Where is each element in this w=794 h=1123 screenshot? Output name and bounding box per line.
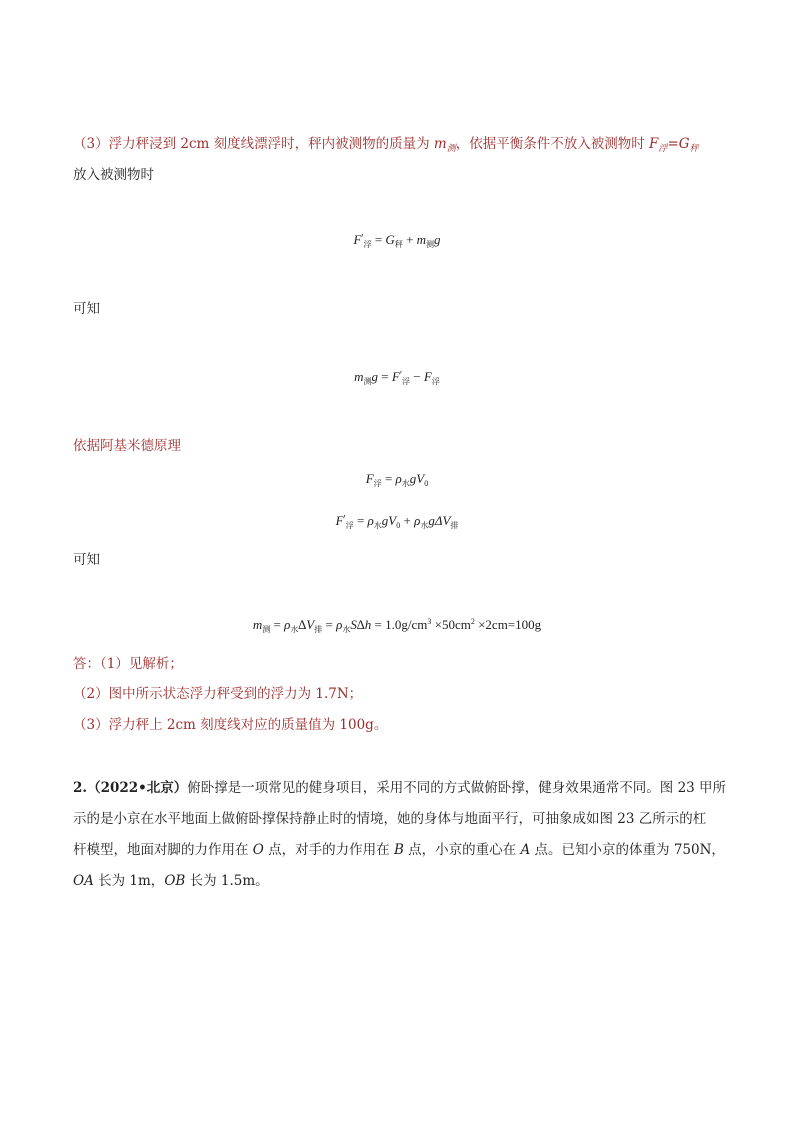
q2-t3c: 点，小京的重心在 (403, 842, 521, 858)
eq4-rho2-sub: 水 (420, 521, 429, 530)
eq1-plus: + (402, 232, 417, 247)
part3-line2: 放入被测物时 (73, 167, 154, 183)
eq3-f-sub: 浮 (373, 479, 382, 488)
eq4-rho1: ρ (367, 513, 374, 528)
eq5-rho1-sub: 水 (290, 625, 299, 634)
q2-t3d: 点。已知小京的体重为 750N， (530, 842, 725, 858)
eq4-plus: + (400, 513, 415, 528)
part3-middle: 依据平衡条件不放入被测物时 (469, 136, 650, 152)
eq5-sh: S∆h (350, 617, 372, 632)
eq3-op: = (381, 471, 396, 486)
eq5-dv-sub: 排 (314, 625, 323, 634)
eq4-dv-sub: 排 (450, 521, 459, 530)
eq5-rest-b: ×50cm (431, 617, 471, 632)
q2-ob: OB (164, 873, 186, 889)
q2-t4a: 长为 1m， (93, 873, 165, 889)
f-symbol: F (649, 136, 659, 152)
eq4-v-sub: 0 (396, 521, 401, 530)
eq4-op: = (353, 513, 368, 528)
eq5-dv: ∆V (298, 617, 315, 632)
eq4-f: F (335, 513, 344, 528)
eq5-sup2: 2 (470, 617, 475, 626)
g-subscript: 秤 (689, 144, 699, 154)
eq5-op2: = (322, 617, 337, 632)
eq5-rho1: ρ (284, 617, 291, 632)
eq4-rho2: ρ (414, 513, 421, 528)
part3-line1: （3）浮力秤浸到 2cm 刻度线漂浮时，秤内被测物的质量为 $m_测$，依据平衡条件不放入被测物时 $F_浮=G_秤$ (73, 136, 699, 154)
eq4-f-sub: 浮 (345, 521, 354, 530)
eq5-m-sub: 测 (262, 625, 271, 634)
equation-5 (0, 617, 794, 635)
eq5-rho2-sub: 水 (342, 625, 351, 634)
f-subscript: 浮 (658, 144, 668, 154)
eq4-gdv: gΔV (428, 513, 451, 528)
equation-2: $m_测g = F'_浮 - F_浮$ (354, 369, 440, 386)
q2-point-o: O (252, 842, 264, 858)
answer-line-1: 答：（1）见解析； (73, 656, 183, 672)
eq5-rest-c: ×2cm=100g (474, 617, 542, 632)
eq2-m: m (354, 369, 364, 384)
ke-zhi-1: 可知 (73, 301, 100, 317)
equation-3 (0, 471, 794, 489)
eq2-op: = (378, 369, 392, 384)
eq2-minus: − (410, 369, 424, 384)
eq1-f-sub: 浮 (363, 240, 372, 249)
eq1-g-sub: 秤 (394, 240, 403, 249)
ke-zhi-2: 可知 (73, 552, 100, 568)
q2-point-a: A (520, 842, 531, 858)
g-symbol: G (678, 136, 690, 152)
equation-4: $F'_浮 = \rho_水gV_0 + \rho_水g\Delta V_排$ (335, 513, 459, 530)
q2-line-4 (73, 871, 269, 891)
eq3-rho: ρ (395, 471, 402, 486)
q2-point-b: B (393, 842, 404, 858)
eq3-f: F (365, 471, 374, 486)
eq-sign: = (667, 136, 679, 152)
eq2-f1: F (391, 369, 400, 384)
q2-line-1 (73, 778, 726, 798)
part3-prefix: （3）浮力秤浸到 2cm 刻度线漂浮时，秤内被测物的质量为 (73, 136, 434, 152)
eq1-op: = (371, 232, 386, 247)
m-subscript: 测 (446, 144, 456, 154)
eq2-f2: F (423, 369, 432, 384)
eq2-m-sub: 测 (363, 377, 372, 386)
eq1-m-sub: 测 (426, 240, 435, 249)
eq1-gravity: g (434, 232, 441, 247)
q2-t4b: 长为 1.5m。 (185, 873, 269, 889)
eq1-f: F (353, 232, 362, 247)
m-symbol: m (433, 136, 447, 152)
q2-line-3 (73, 840, 725, 860)
q2-text-1: 俯卧撑是一项常见的健身项目，采用不同的方式做俯卧撑，健身效果通常不同。图 23 甲所 (187, 780, 727, 796)
answer-line-3: （3）浮力秤上 2cm 刻度线对应的质量值为 100g。 (73, 717, 388, 733)
eq5-rho2: ρ (336, 617, 343, 632)
eq1-m: m (416, 232, 427, 247)
eq2-f2-sub: 浮 (431, 377, 440, 386)
eq5-op1: = (270, 617, 285, 632)
eq3-rho-sub: 水 (401, 479, 410, 488)
eq4-gv: gV (381, 513, 397, 528)
eq2-f1-sub: 浮 (402, 377, 411, 386)
archimedes-line: 依据阿基米德原理 (73, 438, 181, 454)
eq1-g: G (385, 232, 395, 247)
q2-t3a: 杆模型，地面对脚的力作用在 (73, 842, 253, 858)
equation-1: $F'_浮 = G_秤 + m_测g$ (353, 232, 441, 249)
q2-number: 2.（2022•北京） (73, 780, 188, 796)
q2-line-2: 示的是小京在水平地面上做俯卧撑保持静止时的情境，她的身体与地面平行，可抽象成如图 23 乙所示的杠 (73, 811, 707, 827)
eq5-rest-a: = 1.0g/cm (371, 617, 428, 632)
q2-t3b: 点，对手的力作用在 (263, 842, 394, 858)
eq5-m: m (252, 617, 263, 632)
q2-oa: OA (73, 873, 94, 889)
answer-line-2: （2）图中所示状态浮力秤受到的浮力为 1.7N； (73, 686, 363, 702)
eq5-sup1: 3 (427, 617, 432, 626)
eq4-rho1-sub: 水 (373, 521, 382, 530)
eq3-v-sub: 0 (424, 479, 429, 488)
eq2-g: g (371, 369, 379, 384)
eq3-gv: gV (409, 471, 425, 486)
